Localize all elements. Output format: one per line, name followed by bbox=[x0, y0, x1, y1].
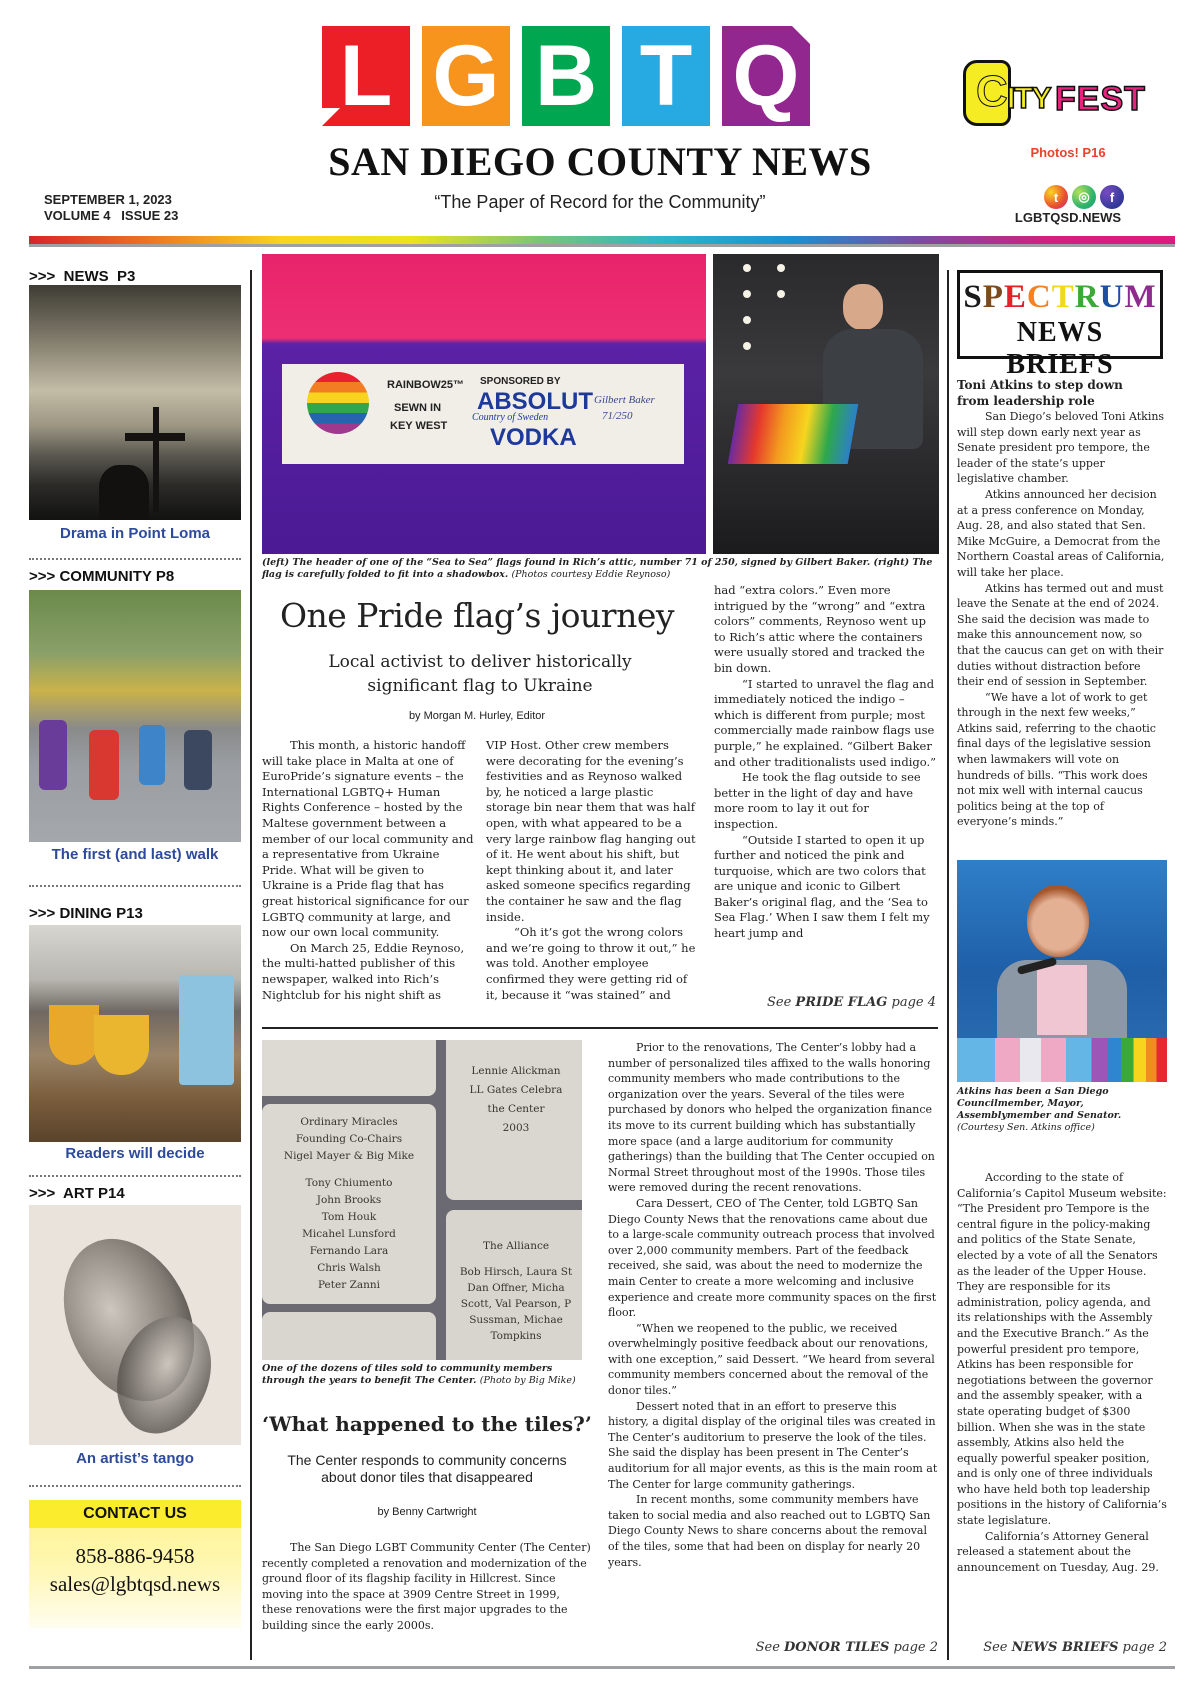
beer-glass bbox=[94, 1015, 149, 1075]
atkins-photo-caption: Atkins has been a San Diego Councilmember, Mayor, Assemblymember and Senator. (Courtesy Sen. Atkins office) bbox=[957, 1086, 1122, 1133]
beer-photo[interactable] bbox=[29, 925, 241, 1142]
news-briefs-word: NEWS BRIEFS bbox=[1006, 317, 1114, 380]
cityfest-fest: FEST bbox=[1055, 80, 1146, 118]
walker bbox=[39, 720, 67, 790]
page-curl-icon bbox=[322, 108, 340, 126]
logo-tile-g: G bbox=[422, 26, 510, 126]
cross-bar bbox=[125, 433, 185, 441]
sidebar-heading-dining[interactable]: >>> DINING P13 bbox=[29, 905, 143, 922]
atkins-head bbox=[1027, 885, 1089, 957]
label-sponsored: SPONSORED BY bbox=[480, 376, 561, 387]
paper-title: SAN DIEGO COUNTY NEWS bbox=[328, 139, 872, 184]
tile bbox=[262, 1312, 436, 1360]
reynoso-photo[interactable] bbox=[713, 254, 939, 554]
lead-col-2: VIP Host. Other crew members were decorating for the evening’s festivities and as Reynoso walked by, he noticed a large plastic storage bin near them that was half open, with what appeared to be a very large rainbow flag hanging out of it. He went about his shift, but kept thinking about it, and later asked someone specifics regarding the container he saw and the flag inside. “Oh it’s got the wrong colors and we’re going to throw it out,” he was told. Another employee confirmed they were getting rid of it, because it “was stained” and bbox=[486, 738, 696, 1002]
mirror-lights bbox=[743, 264, 751, 272]
walker bbox=[89, 730, 119, 800]
dotted-divider bbox=[29, 1485, 241, 1487]
dotted-divider bbox=[29, 885, 241, 887]
label-vodka: VODKA bbox=[490, 424, 577, 451]
tile bbox=[262, 1040, 436, 1096]
walker bbox=[139, 725, 165, 785]
instagram-icon[interactable]: ◎ bbox=[1072, 185, 1096, 209]
art-photo[interactable] bbox=[29, 1205, 241, 1445]
story-divider bbox=[262, 1027, 938, 1029]
contact-email[interactable]: sales@lgbtqsd.news bbox=[49, 1572, 221, 1596]
sidebar-caption-news[interactable]: Drama in Point Loma bbox=[59, 525, 211, 542]
walk-photo[interactable] bbox=[29, 590, 241, 842]
donor-tiles-photo[interactable] bbox=[262, 1040, 582, 1360]
silhouette bbox=[99, 465, 149, 520]
issue-date: SEPTEMBER 1, 2023 bbox=[44, 192, 172, 207]
rainbow-divider bbox=[29, 236, 1175, 244]
tile-left: Ordinary Miracles Founding Co-Chairs Nigel Mayer & Big Mike Tony Chiumento John Brooks Tom Houk Micahel Lunsford Fernando Lara Chris Walsh Peter Zanni bbox=[262, 1104, 436, 1304]
lead-headline[interactable]: One Pride flag’s journey bbox=[279, 596, 675, 635]
walker bbox=[184, 730, 212, 790]
contact-heading: CONTACT US bbox=[29, 1500, 241, 1528]
folded-flag bbox=[728, 404, 859, 464]
site-url[interactable]: LGBTQSD.NEWS bbox=[1014, 210, 1122, 225]
logo-tile-q: Q bbox=[722, 26, 810, 126]
jump-donor-tiles[interactable]: See DONOR TILES page 2 bbox=[755, 1640, 938, 1655]
dotted-divider bbox=[29, 558, 241, 560]
cross-icon bbox=[153, 407, 159, 512]
logo-tile-t: T bbox=[622, 26, 710, 126]
issue-volume: VOLUME 4 ISSUE 23 bbox=[44, 208, 179, 223]
person bbox=[843, 284, 883, 330]
cityfest-c-block: C bbox=[963, 60, 1011, 126]
tagline: “The Paper of Record for the Community” bbox=[434, 192, 766, 212]
beer-glass bbox=[49, 1005, 99, 1065]
spectrum-word: SPECTRUM bbox=[963, 279, 1157, 315]
logo-tile-l: L bbox=[322, 26, 410, 126]
tiles-col-2: Prior to the renovations, The Center’s lobby had a number of personalized tiles affixed to the walls honoring community members who made contributions to the organization over the years. Several of the tiles were purchased by donors who helped the organization finance its move to its current building which has substantially more space (and a large auditorium for community gatherings) than the building that The Center occupied on Normal Street throughout most of the 1990s. Those tiles were removed during the recent renovations. Cara Dessert, CEO of The Center, told LGBTQ San Diego County News that the renovations came about due to a large-scale community outreach process that involved over 2,000 community members. Part of the feedback received, she said, was about the need to modernize the main Center to create a more welcoming and inclusive experience and create more community spaces on the first floor. “When we reopened to the public, we received overwhelmingly positive feedback about our renovations, with one exception,” said Dessert. “We heard from several community members concerned about the removal of the donor tiles.” Dessert noted that in an effort to preserve this history, a digital display of the original tiles was created in The Center’s auditorium to preserve the look of the tiles. She said the display has been present in The Center’s auditorium for all major events, as this is the main room at The Center for large community gatherings. In recent months, some community members have taken to social media and also reached out to LGBTQ San Diego County News to share concerns about the removal of the tiles, some that had been on display for nearly 20 years. bbox=[608, 1041, 938, 1569]
spectrum-logo-box bbox=[957, 270, 1163, 380]
lead-photo-caption: (left) The header of one of the “Sea to Sea” flags found in Rich’s attic, number 71 of 250, signed by Gilbert Baker. (right) The flag is carefully folded to fit into a shadowbox. (Photos courtesy Eddie Reynoso) bbox=[262, 557, 933, 580]
facebook-icon[interactable]: f bbox=[1100, 185, 1124, 209]
dotted-divider bbox=[29, 1175, 241, 1177]
tiles-subhead: The Center responds to community concerns about donor tiles that disappeared bbox=[287, 1452, 567, 1485]
flag-number: 71/250 bbox=[602, 410, 633, 422]
cityfest-ity: ITY bbox=[1007, 82, 1051, 115]
tiles-photo-caption: One of the dozens of tiles sold to community members through the years to benefit The Center. (Photo by Big Mike) bbox=[262, 1363, 576, 1386]
tile-bottom-right: The Alliance Bob Hirsch, Laura St Dan Offner, Micha Scott, Val Pearson, P Sussman, Michae Tompkins bbox=[446, 1210, 582, 1360]
sidebar-heading-community[interactable]: >>> COMMUNITY P8 bbox=[29, 568, 175, 585]
twitter-icon[interactable]: t bbox=[1044, 185, 1068, 209]
tiles-byline: by Benny Cartwright bbox=[377, 1506, 477, 1518]
sidebar-caption-community[interactable]: The first (and last) walk bbox=[51, 846, 219, 863]
lead-subhead: Local activist to deliver historically significant flag to Ukraine bbox=[328, 652, 632, 696]
point-loma-photo[interactable] bbox=[29, 285, 241, 520]
photos-link[interactable]: Photos! P16 bbox=[1030, 145, 1106, 160]
issue-info bbox=[44, 192, 178, 224]
sidebar-heading-news[interactable]: >>> NEWS P3 bbox=[29, 268, 136, 285]
label-sewn: SEWN IN bbox=[394, 402, 442, 414]
sidebar-caption-dining[interactable]: Readers will decide bbox=[65, 1145, 205, 1162]
contact-phone[interactable]: 858-886-9458 bbox=[75, 1544, 195, 1568]
sidebar-heading-art[interactable]: >>> ART P14 bbox=[29, 1185, 125, 1202]
logo-tile-b: B bbox=[522, 26, 610, 126]
lead-col-1: This month, a historic handoff will take place in Malta at one of EuroPride’s signature events – the International LGBTQ+ Human Rights Conference – hosted by the Maltese government between a member of our local community and a representative from Ukraine Pride. What will be given to Ukraine is a Pride flag that has great historical significance for our LGBTQ community at large, and now our own local community. On March 25, Eddie Reynoso, the multi-hatted publisher of this newspaper, walked into Rich’s Nightclub for his night shift as bbox=[262, 738, 474, 1002]
atkins-photo[interactable] bbox=[957, 860, 1167, 1082]
tile-top-right: Lennie Alickman LL Gates Celebra the Center 2003 bbox=[446, 1040, 582, 1200]
lead-col-3: had “extra colors.” Even more intrigued by the “wrong” and “extra colors” comments, Reynoso went up to Rich’s attic where the containers were usually stored and tracked the bin down. “I started to unravel the flag and immediately noticed the indigo – which is different from purple; most commercially made rainbow flags use purple,” he explained. “Gilbert Baker and other traditionalists used indigo.” He took the flag outside to see better in the light of day and have more room to lay it out for inspection. “Outside I started to open it up further and noticed the pink and turquoise, which are two colors that are unique and iconic to Gilbert Baker’s original flag, and the ‘Sea to Sea Flag.’ When I saw them I felt my heart jump and bbox=[714, 583, 936, 941]
gray-divider bbox=[29, 244, 1175, 247]
sidebar-caption-art[interactable]: An artist’s tango bbox=[76, 1450, 194, 1467]
label-absolut: ABSOLUT bbox=[477, 388, 593, 415]
contact-box bbox=[29, 1500, 241, 1628]
page-curl-icon bbox=[792, 26, 810, 44]
beer-can bbox=[179, 975, 234, 1085]
jump-news-briefs[interactable]: See NEWS BRIEFS page 2 bbox=[983, 1640, 1167, 1655]
tiles-col-1: The San Diego LGBT Community Center (The Center) recently completed a renovation and modernization of the ground floor of its flagship facility in Hillcrest. Since moving into the space at 3909 Centre Street in 1999, these renovations were the first major upgrades to the building since the early 2000s. bbox=[262, 1541, 591, 1632]
atkins-shirt bbox=[1037, 965, 1087, 1035]
lead-byline: by Morgan M. Hurley, Editor bbox=[408, 710, 546, 722]
tiles-headline[interactable]: ‘What happened to the tiles?’ bbox=[262, 1412, 592, 1436]
trans-rainbow-flags bbox=[957, 1038, 1167, 1082]
jump-pride-flag[interactable]: See PRIDE FLAG page 4 bbox=[766, 995, 936, 1010]
signature: Gilbert Baker bbox=[594, 394, 655, 406]
column-rule-right bbox=[947, 270, 949, 1660]
label-rainbow: RAINBOW25™ bbox=[387, 379, 465, 391]
flag-label-photo[interactable] bbox=[262, 254, 706, 554]
cityfest-logo[interactable] bbox=[963, 60, 1173, 130]
bottom-rule bbox=[29, 1666, 1175, 1669]
label-keywest: KEY WEST bbox=[390, 420, 448, 432]
briefs-top: San Diego’s beloved Toni Atkins will step down early next year as Senate president pro tempore, the leader of the state’s upper legislative chamber. Atkins announced her decision at a press conference on Monday, Aug. 28, and also stated that Sen. Mike McGuire, a Democrat from the Northern Coastal areas of California, will take her place. Atkins has termed out and must leave the Senate at the end of 2024. She said the decision was made to make this announcement now, so that the caucus can get on with their duties without distraction before their end of session in September. “We have a lot of work to get through in the next few weeks,” Atkins said, referring to the chaotic final days of the legislative session when lawmakers will vote on hundreds of bills. “This work does not mix well with internal caucus politics being at the top of everyone’s minds.” bbox=[957, 410, 1165, 829]
briefs-headline[interactable]: Toni Atkins to step down from leadership role bbox=[957, 378, 1123, 408]
label-country: Country of Sweden bbox=[472, 412, 549, 423]
column-rule-left bbox=[250, 270, 252, 1660]
briefs-bottom: According to the state of California’s Capitol Museum website: “The President pro Tempore is the central figure in the policy-making and politics of the State Senate, elected by a vote of all the Senators as the leader of the Upper House. They are responsible for its administration, policy agenda, and its relationships with the Assembly and the Executive Branch.” As the powerful president pro tempore, Atkins has been responsible for negotiations between the governor and the assembly speaker, with a state operating budget of $300 billion. When she was in the state assembly, Atkins also held the equally powerful speaker position, and is only one of three individuals who have held both top leadership positions in the history of California’s state legislature. California’s Attorney General released a statement about the announcement on Tuesday, Aug. 29. bbox=[957, 1171, 1167, 1574]
rainbow-circle-icon bbox=[307, 372, 369, 434]
flag-label bbox=[282, 364, 684, 464]
